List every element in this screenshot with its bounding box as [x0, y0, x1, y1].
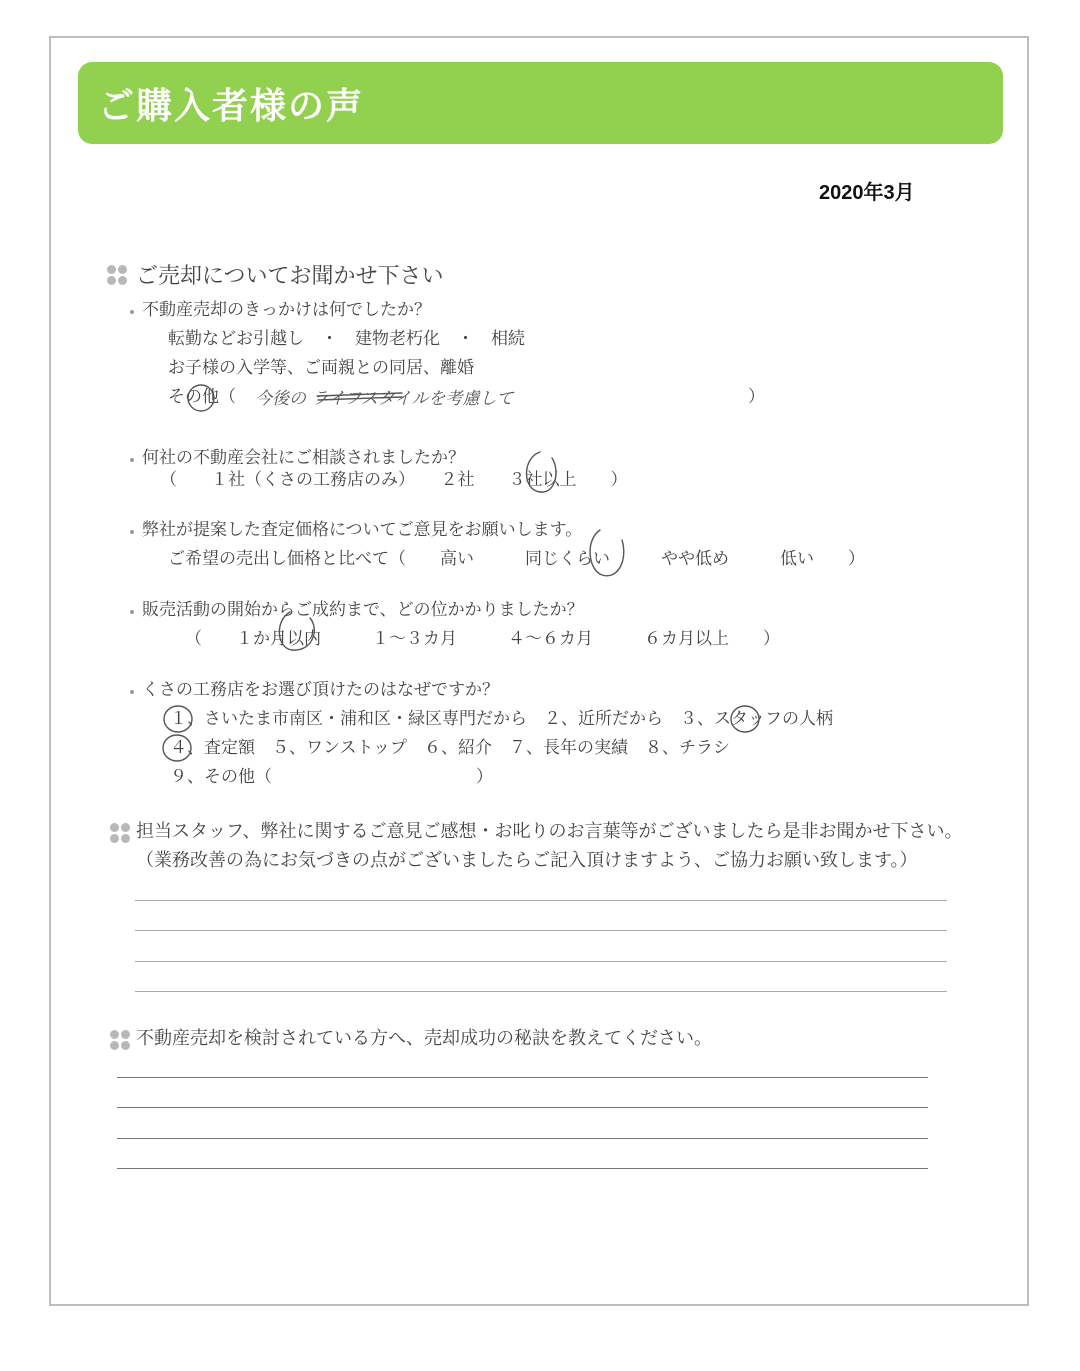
q1-other-prefix: その他（ [168, 387, 236, 407]
q4-question: 販売活動の開始からご成約まで、どの位かかりましたか？ [142, 600, 584, 620]
q3-options: ご希望の売出し価格と比べて（ 高い 同じくらい やや低め 低い ） [168, 549, 865, 569]
section-bullet-icon [107, 265, 131, 289]
survey-frame [49, 36, 1029, 1306]
question-bullet-icon [130, 610, 134, 614]
q1-handwritten-answer: 今後の ライフスタイルを考慮して [255, 389, 514, 409]
q5-options-line3: ９、その他（ ） [170, 767, 493, 787]
title-banner [78, 62, 1003, 144]
q2-options: （ １社（くさの工務店のみ） ２社 ３社以上 ） [160, 470, 628, 490]
answer-line [135, 900, 947, 901]
q1-question: 不動産売却のきっかけは何でしたか？ [142, 300, 431, 320]
page-title: ご購入者様の声 [98, 86, 365, 127]
answer-line [117, 1107, 928, 1108]
q5-question: くさの工務店をお選び頂けたのはなぜですか？ [142, 680, 499, 700]
q3-question: 弊社が提案した査定価格についてご意見をお願いします。 [142, 520, 583, 540]
q5-options-line2: ４、査定額 ５、ワンストップ ６、紹介 ７、長年の実績 ８、チラシ [170, 738, 730, 758]
section2-subheading: （業務改善の為にお気づきの点がございましたらご記入頂けますよう、ご協力お願い致します。） [136, 850, 918, 871]
answer-line [135, 930, 947, 931]
q5-options-line1: １、さいたま市南区・浦和区・緑区専門だから ２、近所だから ３、スタッフの人柄 [170, 709, 833, 729]
section3-heading: 不動産売却を検討されている方へ、売却成功の秘訣を教えてください。 [136, 1028, 712, 1049]
question-bullet-icon [130, 458, 134, 462]
q2-question: 何社の不動産会社にご相談されましたか？ [142, 448, 465, 468]
question-bullet-icon [130, 310, 134, 314]
section-bullet-icon [110, 1030, 134, 1054]
answer-line [135, 961, 947, 962]
q4-options: （ １か月以内 １～３カ月 ４～６カ月 ６カ月以上 ） [185, 629, 780, 649]
survey-date: 2020年3月 [819, 182, 915, 204]
q1-options-line2: お子様の入学等、ご両親との同居、離婚 [168, 358, 474, 378]
q1-other-suffix: ） [748, 387, 765, 407]
question-bullet-icon [130, 530, 134, 534]
section-bullet-icon [110, 823, 134, 847]
answer-line [135, 991, 947, 992]
answer-line [117, 1077, 928, 1078]
q1-options-line1: 転勤などお引越し ・ 建物老朽化 ・ 相続 [168, 329, 525, 349]
section1-heading: ご売却についてお聞かせ下さい [136, 264, 444, 289]
question-bullet-icon [130, 690, 134, 694]
answer-line [117, 1168, 928, 1169]
section2-heading: 担当スタッフ、弊社に関するご意見ご感想・お叱りのお言葉等がございましたら是非お聞かせ下さい。 [136, 821, 963, 842]
answer-line [117, 1138, 928, 1139]
